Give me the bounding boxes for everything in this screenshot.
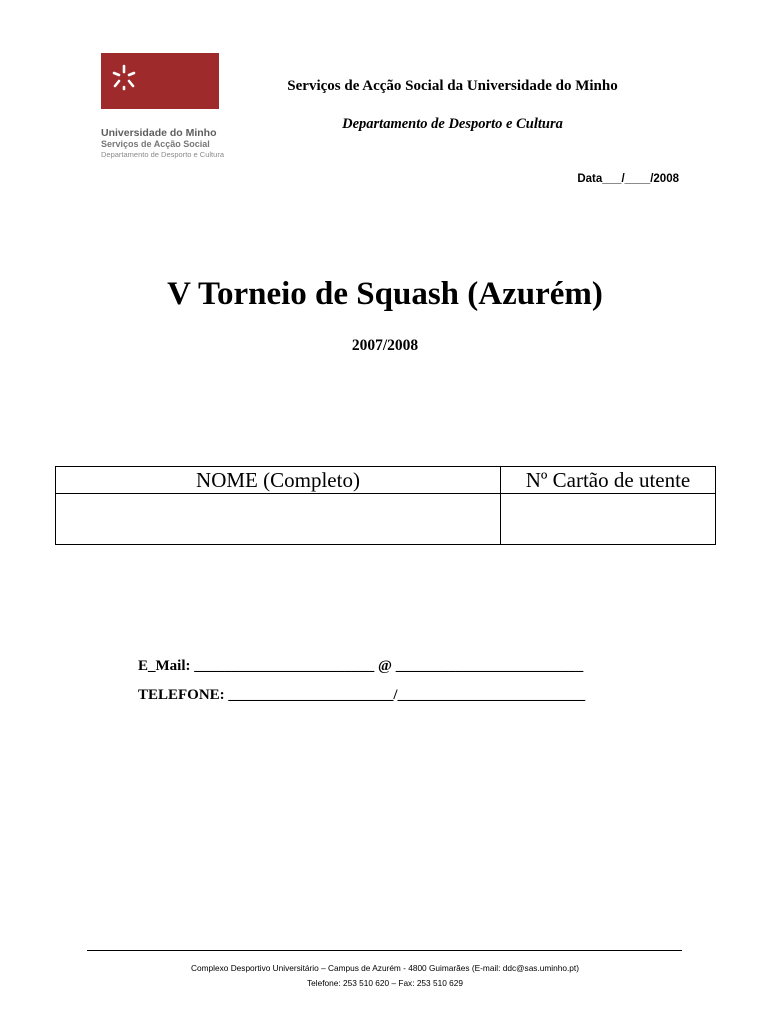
- footer-address: Complexo Desportivo Universitário – Campus de Azurém - 4800 Guimarães (E-mail: ddc@sas.uminho.pt): [191, 963, 579, 973]
- email-line: E_Mail: ________________________ @ _________________________: [138, 658, 584, 674]
- table-row: [56, 494, 716, 545]
- footer-divider: [87, 950, 682, 951]
- university-emblem-icon: [109, 63, 139, 93]
- university-logo: [101, 53, 219, 109]
- registration-table: [55, 466, 716, 545]
- footer-phone: Telefone: 253 510 620 – Fax: 253 510 629: [307, 978, 463, 988]
- column-header-card-number: Nº Cartão de utente: [501, 467, 716, 494]
- column-header-name: NOME (Completo): [56, 467, 501, 494]
- phone-line: TELEFONE: ______________________/_________________________: [138, 687, 586, 703]
- table-header-row: [56, 467, 716, 494]
- organization-name: Serviços de Acção Social da Universidade do Minho: [287, 78, 618, 94]
- logo-line-services: Serviços de Acção Social: [101, 138, 210, 149]
- date-field: Data___/____/2008: [577, 173, 679, 185]
- department-name: Departamento de Desporto e Cultura: [342, 116, 563, 132]
- card-number-cell[interactable]: [501, 494, 716, 545]
- logo-line-university: Universidade do Minho: [101, 127, 217, 139]
- logo-wordmark: [101, 128, 224, 158]
- page-title: V Torneio de Squash (Azurém): [167, 276, 603, 312]
- logo-line-department: Departamento de Desporto e Cultura: [101, 149, 224, 159]
- season-label: 2007/2008: [351, 337, 419, 354]
- name-cell[interactable]: [56, 494, 501, 545]
